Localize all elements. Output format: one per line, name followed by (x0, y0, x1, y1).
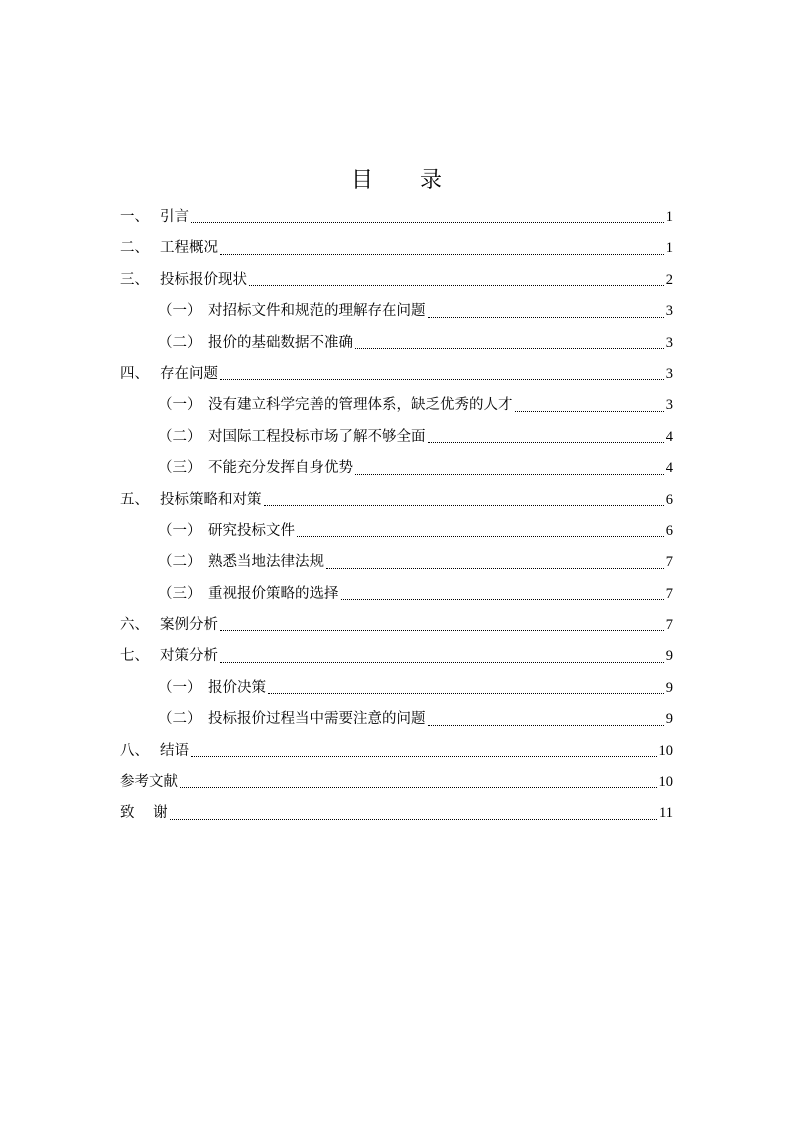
toc-entry-text: 投标报价现状 (160, 271, 247, 288)
toc-entry-number: （三） (158, 585, 202, 602)
toc-entry-page: 3 (665, 397, 673, 414)
toc-entry[interactable] (120, 768, 673, 799)
toc-entry[interactable] (120, 674, 673, 705)
toc-entry-page: 7 (665, 554, 673, 571)
toc-entry-number: （一） (158, 303, 202, 320)
toc-entry-page: 3 (665, 334, 673, 351)
toc-entry[interactable] (120, 297, 673, 328)
toc-entry-number: （二） (158, 428, 202, 445)
toc-entry-text: 引言 (160, 209, 189, 225)
toc-entry[interactable] (120, 423, 673, 454)
toc-entry-page: 6 (665, 491, 673, 508)
toc-entry-page: 11 (659, 805, 673, 822)
toc-entry-number: 七、 (120, 648, 149, 665)
toc-entry-page: 10 (658, 774, 673, 791)
toc-entry-text: 致 谢 (120, 805, 168, 822)
toc-entry-number: （二） (158, 711, 202, 728)
toc-entry-number: （二） (158, 334, 202, 351)
toc-entry-page: 7 (665, 617, 673, 634)
toc-entry[interactable] (120, 203, 673, 234)
toc-entry-number: 四、 (120, 365, 149, 382)
toc-dot-leader (220, 378, 664, 380)
toc-entry-number: 五、 (120, 491, 149, 508)
toc-entry-text: 案例分析 (160, 617, 218, 634)
toc-entry[interactable] (120, 234, 673, 265)
toc-entry-text: 投标策略和对策 (160, 491, 262, 508)
toc-entry[interactable] (120, 391, 673, 422)
toc-entry-text: 不能充分发挥自身优势 (208, 460, 353, 477)
toc-entry-page: 9 (665, 679, 673, 696)
toc-entry[interactable] (120, 705, 673, 736)
toc-entry[interactable] (120, 580, 673, 611)
toc-entry-number: （一） (158, 397, 202, 414)
toc-entry-page: 9 (665, 711, 673, 728)
toc-entry-number: （三） (158, 460, 202, 477)
toc-dot-leader (355, 347, 664, 349)
toc-entry-page: 10 (658, 742, 673, 759)
toc-dot-leader (428, 316, 664, 318)
toc-entry-text: 熟悉当地法律法规 (208, 554, 324, 571)
toc-entry-page: 7 (665, 585, 673, 602)
toc-entry-number: 六、 (120, 617, 149, 634)
toc-entry[interactable] (120, 486, 673, 517)
toc-entry-text: 没有建立科学完善的管理体系，缺乏优秀的人才 (208, 397, 513, 414)
toc-entry-page: 1 (665, 209, 673, 225)
toc-title: 目 录 (351, 168, 462, 193)
toc-entry-page: 1 (665, 240, 673, 257)
toc-dot-leader (191, 755, 657, 757)
toc-entry[interactable] (120, 642, 673, 673)
toc-entry-text: 对策分析 (160, 648, 218, 665)
toc-dot-leader (220, 661, 664, 663)
toc-list (120, 203, 673, 831)
toc-entry-text: 对国际工程投标市场了解不够全面 (208, 428, 426, 445)
toc-entry-text: 存在问题 (160, 365, 218, 382)
toc-entry-text: 报价的基础数据不准确 (208, 334, 353, 351)
toc-entry[interactable] (120, 517, 673, 548)
toc-entry-text: 参考文献 (120, 774, 178, 791)
toc-entry[interactable] (120, 360, 673, 391)
toc-dot-leader (220, 629, 664, 631)
toc-dot-leader (297, 535, 664, 537)
toc-dot-leader (268, 692, 664, 694)
toc-entry[interactable] (120, 266, 673, 297)
toc-dot-leader (326, 567, 664, 569)
toc-dot-leader (355, 473, 664, 475)
toc-entry-page: 6 (665, 522, 673, 539)
toc-dot-leader (170, 818, 657, 820)
toc-entry[interactable] (120, 329, 673, 360)
toc-entry-text: 研究投标文件 (208, 522, 295, 539)
toc-entry-page: 9 (665, 648, 673, 665)
toc-entry-text: 对招标文件和规范的理解存在问题 (208, 303, 426, 320)
toc-entry[interactable] (120, 611, 673, 642)
toc-entry-text: 报价决策 (208, 679, 266, 696)
toc-entry-text: 工程概况 (160, 240, 218, 257)
toc-entry[interactable] (120, 799, 673, 830)
toc-entry-page: 4 (665, 460, 673, 477)
toc-dot-leader (220, 253, 664, 255)
toc-entry-number: 八、 (120, 742, 149, 759)
toc-entry[interactable] (120, 737, 673, 768)
toc-entry-page: 4 (665, 428, 673, 445)
toc-entry-page: 3 (665, 365, 673, 382)
toc-entry-number: 三、 (120, 271, 149, 288)
toc-entry-number: （二） (158, 554, 202, 571)
toc-dot-leader (341, 598, 664, 600)
toc-entry-text: 重视报价策略的选择 (208, 585, 339, 602)
toc-entry-number: 二、 (120, 240, 149, 257)
toc-dot-leader (180, 786, 657, 788)
toc-dot-leader (264, 504, 664, 506)
toc-entry-number: （一） (158, 522, 202, 539)
toc-dot-leader (428, 724, 664, 726)
toc-entry-number: 一、 (120, 209, 149, 225)
toc-entry[interactable] (120, 454, 673, 485)
toc-dot-leader (515, 410, 664, 412)
toc-entry[interactable] (120, 548, 673, 579)
toc-dot-leader (428, 441, 664, 443)
toc-entry-number: （一） (158, 679, 202, 696)
toc-entry-text: 结语 (160, 742, 189, 759)
toc-entry-page: 3 (665, 303, 673, 320)
toc-entry-text: 投标报价过程当中需要注意的问题 (208, 711, 426, 728)
toc-dot-leader (191, 221, 664, 223)
toc-dot-leader (249, 284, 664, 286)
toc-entry-page: 2 (665, 271, 673, 288)
